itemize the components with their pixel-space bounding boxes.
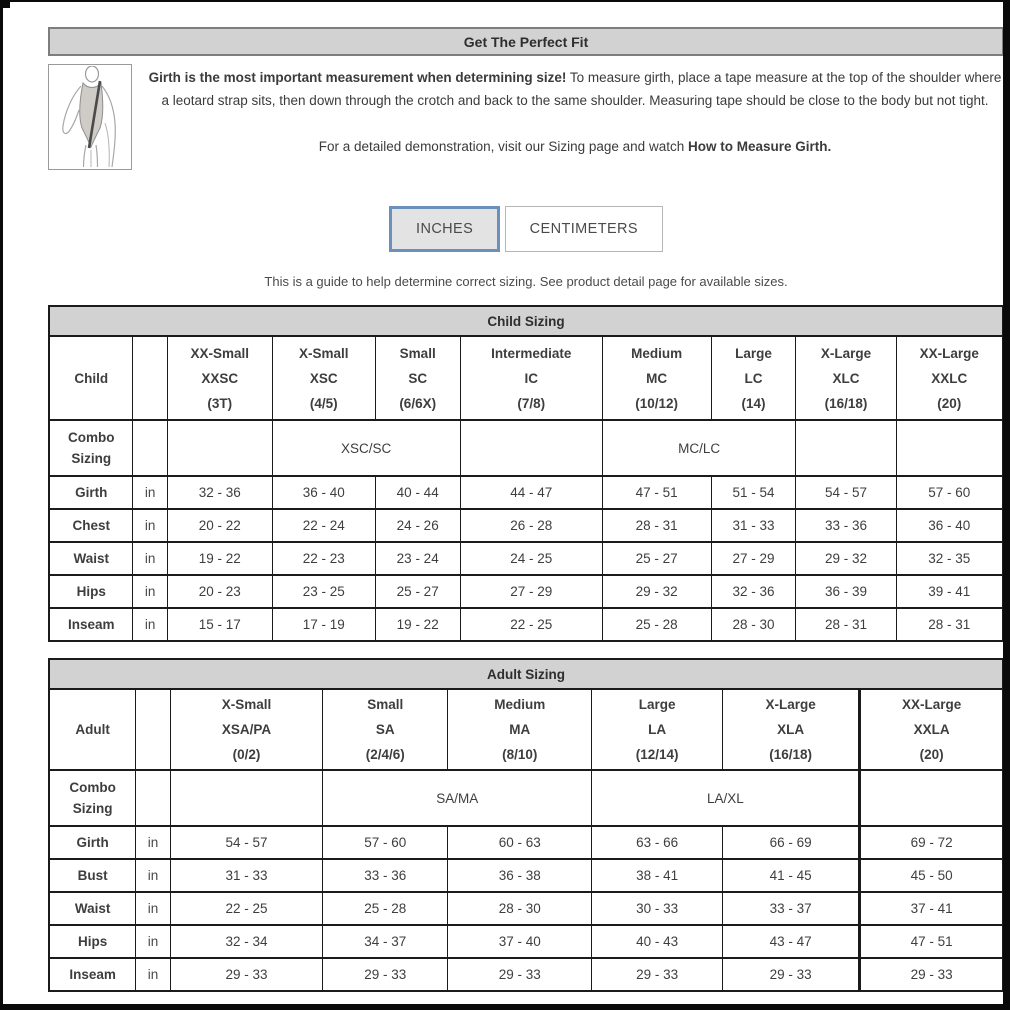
screenshot-frame-right: [1003, 0, 1010, 1010]
adult-value-cell: 38 - 41: [592, 859, 723, 892]
child-value-cell: 25 - 27: [375, 575, 460, 608]
child-combo-group-cell: XSC/SC: [272, 420, 460, 476]
adult-value-cell: 33 - 36: [323, 859, 448, 892]
child-combo-unit-cell: [133, 420, 167, 476]
child-sizing-table: [48, 305, 1004, 642]
adult-value-cell: 30 - 33: [592, 892, 723, 925]
child-row-label: Waist: [49, 542, 133, 575]
child-value-cell: 32 - 36: [167, 476, 272, 509]
adult-value-cell: 57 - 60: [323, 826, 448, 859]
adult-value-cell: 29 - 33: [448, 958, 592, 991]
adult-value-cell: 28 - 30: [448, 892, 592, 925]
child-value-cell: 15 - 17: [167, 608, 272, 641]
adult-value-cell: 41 - 45: [722, 859, 859, 892]
child-value-cell: 44 - 47: [460, 476, 602, 509]
child-size-column-header: Small SC (6/6X): [375, 336, 460, 420]
child-value-cell: 29 - 32: [796, 542, 896, 575]
adult-value-cell: 34 - 37: [323, 925, 448, 958]
child-measurement-row: [49, 509, 1003, 542]
child-row-label: Hips: [49, 575, 133, 608]
child-value-cell: 29 - 32: [602, 575, 711, 608]
adult-value-cell: 33 - 37: [722, 892, 859, 925]
intro-text: [132, 64, 1004, 170]
adult-value-cell: 47 - 51: [860, 925, 1003, 958]
adult-value-cell: 45 - 50: [860, 859, 1003, 892]
adult-value-cell: 29 - 33: [323, 958, 448, 991]
child-measurement-row: [49, 575, 1003, 608]
adult-size-column-header: X-Large XLA (16/18): [722, 689, 859, 770]
adult-table-corner-label: Adult: [49, 689, 136, 770]
child-combo-group-cell: [460, 420, 602, 476]
adult-measurement-row: [49, 925, 1003, 958]
girth-instructions: [146, 66, 1004, 112]
child-size-column-header: Intermediate IC (7/8): [460, 336, 602, 420]
inches-button[interactable]: INCHES: [389, 206, 500, 252]
adult-value-cell: 66 - 69: [722, 826, 859, 859]
child-value-cell: 28 - 30: [711, 608, 796, 641]
child-unit-cell: in: [133, 542, 167, 575]
child-value-cell: 36 - 39: [796, 575, 896, 608]
adult-value-cell: 40 - 43: [592, 925, 723, 958]
adult-unit-cell: in: [136, 892, 170, 925]
adult-row-label: Hips: [49, 925, 136, 958]
adult-sizing-table: [48, 658, 1004, 992]
centimeters-button[interactable]: CENTIMETERS: [505, 206, 663, 252]
child-value-cell: 23 - 24: [375, 542, 460, 575]
girth-instructions-body: To measure girth, place a tape measure at the top of the shoulder where a leotard strap sits, then down through the crotch and back to the same shoulder. Measuring tape should be close to the body but not tight.: [161, 70, 1002, 108]
child-value-cell: 51 - 54: [711, 476, 796, 509]
child-value-cell: 33 - 36: [796, 509, 896, 542]
child-value-cell: 32 - 36: [711, 575, 796, 608]
adult-size-column-header: X-Small XSA/PA (0/2): [170, 689, 323, 770]
adult-measurement-row: [49, 859, 1003, 892]
adult-value-cell: 25 - 28: [323, 892, 448, 925]
adult-measurement-row: [49, 958, 1003, 991]
child-value-cell: 24 - 25: [460, 542, 602, 575]
screenshot-frame-corner: [0, 0, 10, 8]
adult-combo-sizing-label: Combo Sizing: [49, 770, 136, 826]
child-value-cell: 19 - 22: [375, 608, 460, 641]
unit-toggle: [48, 206, 1004, 252]
child-measurement-row: [49, 476, 1003, 509]
adult-value-cell: 36 - 38: [448, 859, 592, 892]
leotard-girth-diagram: [48, 64, 132, 170]
adult-size-column-header: Large LA (12/14): [592, 689, 723, 770]
demo-note-text: For a detailed demonstration, visit our Sizing page and watch: [318, 139, 688, 154]
child-value-cell: 25 - 27: [602, 542, 711, 575]
child-unit-cell: in: [133, 476, 167, 509]
child-value-cell: 36 - 40: [896, 509, 1003, 542]
child-value-cell: 27 - 29: [711, 542, 796, 575]
adult-value-cell: 29 - 33: [860, 958, 1003, 991]
demo-note-bold: How to Measure Girth.: [687, 139, 832, 154]
intro-section: [48, 64, 1004, 170]
adult-value-cell: 54 - 57: [170, 826, 323, 859]
child-row-label: Inseam: [49, 608, 133, 641]
child-value-cell: 31 - 33: [711, 509, 796, 542]
adult-value-cell: 29 - 33: [170, 958, 323, 991]
child-value-cell: 26 - 28: [460, 509, 602, 542]
adult-combo-group-cell: LA/XL: [592, 770, 860, 826]
child-value-cell: 22 - 25: [460, 608, 602, 641]
screenshot-frame-left: [0, 0, 3, 1010]
child-value-cell: 54 - 57: [796, 476, 896, 509]
adult-value-cell: 31 - 33: [170, 859, 323, 892]
child-value-cell: 47 - 51: [602, 476, 711, 509]
child-size-column-header: XX-Small XXSC (3T): [167, 336, 272, 420]
adult-unit-cell: in: [136, 859, 170, 892]
child-value-cell: 39 - 41: [896, 575, 1003, 608]
adult-value-cell: 29 - 33: [592, 958, 723, 991]
child-combo-group-cell: MC/LC: [602, 420, 796, 476]
adult-value-cell: 60 - 63: [448, 826, 592, 859]
adult-size-column-header: Small SA (2/4/6): [323, 689, 448, 770]
child-value-cell: 20 - 23: [167, 575, 272, 608]
child-value-cell: 24 - 26: [375, 509, 460, 542]
child-value-cell: 57 - 60: [896, 476, 1003, 509]
adult-size-column-header: XX-Large XXLA (20): [860, 689, 1003, 770]
child-unit-column-header: [133, 336, 167, 420]
child-value-cell: 27 - 29: [460, 575, 602, 608]
screenshot-frame-bottom: [0, 1004, 1010, 1010]
child-measurement-row: [49, 542, 1003, 575]
adult-combo-group-cell: [860, 770, 1003, 826]
adult-row-label: Bust: [49, 859, 136, 892]
sizing-guide-note: This is a guide to help determine correct sizing. See product detail page for available sizes.: [264, 274, 788, 289]
adult-combo-group-cell: SA/MA: [323, 770, 592, 826]
adult-value-cell: 63 - 66: [592, 826, 723, 859]
leotard-figure-icon: [50, 66, 130, 168]
child-value-cell: 25 - 28: [602, 608, 711, 641]
child-value-cell: 23 - 25: [272, 575, 375, 608]
child-table-corner-label: Child: [49, 336, 133, 420]
adult-size-column-header: Medium MA (8/10): [448, 689, 592, 770]
demo-note: [146, 139, 1004, 154]
child-unit-cell: in: [133, 575, 167, 608]
girth-instructions-lead: Girth is the most important measurement when determining size!: [148, 70, 567, 85]
adult-unit-cell: in: [136, 925, 170, 958]
adult-value-cell: 22 - 25: [170, 892, 323, 925]
child-row-label: Girth: [49, 476, 133, 509]
adult-value-cell: 32 - 34: [170, 925, 323, 958]
child-value-cell: 19 - 22: [167, 542, 272, 575]
adult-row-label: Girth: [49, 826, 136, 859]
adult-value-cell: 69 - 72: [860, 826, 1003, 859]
child-size-column-header: XX-Large XXLC (20): [896, 336, 1003, 420]
child-measurement-row: [49, 608, 1003, 641]
child-value-cell: 28 - 31: [896, 608, 1003, 641]
adult-value-cell: 37 - 41: [860, 892, 1003, 925]
child-combo-group-cell: [796, 420, 896, 476]
child-size-column-header: Medium MC (10/12): [602, 336, 711, 420]
child-row-label: Chest: [49, 509, 133, 542]
child-value-cell: 20 - 22: [167, 509, 272, 542]
child-value-cell: 17 - 19: [272, 608, 375, 641]
adult-sizing-table-title: Adult Sizing: [49, 659, 1003, 689]
child-unit-cell: in: [133, 509, 167, 542]
adult-measurement-row: [49, 892, 1003, 925]
child-value-cell: 28 - 31: [796, 608, 896, 641]
adult-combo-unit-cell: [136, 770, 170, 826]
adult-unit-cell: in: [136, 826, 170, 859]
adult-row-label: Waist: [49, 892, 136, 925]
child-value-cell: 36 - 40: [272, 476, 375, 509]
adult-unit-column-header: [136, 689, 170, 770]
sizing-guide-page: [48, 27, 1004, 992]
adult-value-cell: 37 - 40: [448, 925, 592, 958]
child-value-cell: 22 - 23: [272, 542, 375, 575]
child-combo-group-cell: [896, 420, 1003, 476]
adult-value-cell: 29 - 33: [722, 958, 859, 991]
child-size-column-header: X-Large XLC (16/18): [796, 336, 896, 420]
child-value-cell: 28 - 31: [602, 509, 711, 542]
child-value-cell: 22 - 24: [272, 509, 375, 542]
child-value-cell: 40 - 44: [375, 476, 460, 509]
adult-value-cell: 43 - 47: [722, 925, 859, 958]
adult-combo-group-cell: [170, 770, 323, 826]
child-size-column-header: X-Small XSC (4/5): [272, 336, 375, 420]
child-value-cell: 32 - 35: [896, 542, 1003, 575]
adult-measurement-row: [49, 826, 1003, 859]
child-combo-group-cell: [167, 420, 272, 476]
child-unit-cell: in: [133, 608, 167, 641]
child-combo-sizing-label: Combo Sizing: [49, 420, 133, 476]
adult-row-label: Inseam: [49, 958, 136, 991]
page-title: Get The Perfect Fit: [48, 27, 1004, 56]
child-sizing-table-title: Child Sizing: [49, 306, 1003, 336]
child-size-column-header: Large LC (14): [711, 336, 796, 420]
adult-unit-cell: in: [136, 958, 170, 991]
screenshot-frame-top: [0, 0, 1010, 2]
